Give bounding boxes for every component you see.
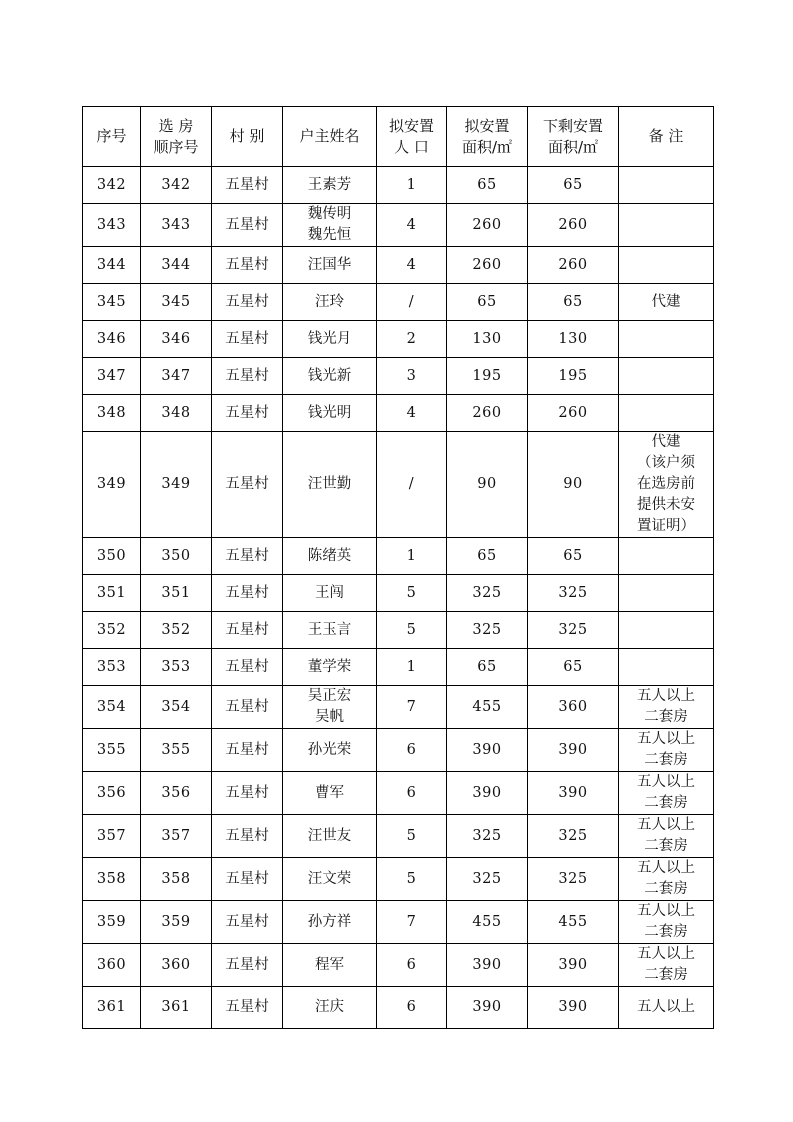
- cell-note-line: 提供未安: [637, 497, 695, 513]
- table-row: [83, 858, 714, 901]
- cell-seq: 349: [83, 432, 141, 538]
- cell-owner: [283, 167, 377, 204]
- column-header-line: 序号: [96, 127, 127, 145]
- cell-owner: [283, 321, 377, 358]
- cell-people: 6: [377, 987, 447, 1029]
- table-row: [83, 538, 714, 575]
- cell-order: 353: [141, 649, 212, 686]
- cell-remain: 65: [528, 284, 619, 321]
- cell-note: [619, 432, 714, 538]
- cell-remain: 195: [528, 358, 619, 395]
- cell-people: 4: [377, 247, 447, 284]
- cell-village: 五星村: [212, 815, 283, 858]
- table-row: [83, 901, 714, 944]
- cell-people: 6: [377, 772, 447, 815]
- cell-note: [619, 901, 714, 944]
- cell-village: 五星村: [212, 358, 283, 395]
- cell-people: 6: [377, 944, 447, 987]
- cell-note-line: 在选房前: [637, 476, 695, 492]
- cell-note-line: 五人以上: [637, 946, 695, 962]
- cell-seq: 345: [83, 284, 141, 321]
- cell-area: 390: [447, 772, 528, 815]
- cell-note-line: 代建: [651, 293, 681, 310]
- column-header-line: 拟安置: [388, 116, 434, 135]
- table-header-row: [83, 107, 714, 167]
- table-row: [83, 284, 714, 321]
- cell-remain: 390: [528, 944, 619, 987]
- cell-owner: [283, 432, 377, 538]
- table-body: [83, 167, 714, 1029]
- cell-area: 130: [447, 321, 528, 358]
- cell-owner-line: 王玉言: [307, 621, 352, 638]
- cell-owner-line: 吴帆: [315, 709, 344, 725]
- cell-order: 358: [141, 858, 212, 901]
- cell-seq: 348: [83, 395, 141, 432]
- cell-area: 455: [447, 901, 528, 944]
- cell-people: /: [377, 432, 447, 538]
- cell-note-line: 二套房: [644, 752, 688, 768]
- cell-note-line: 五人以上: [637, 817, 695, 833]
- column-header-line: 村 别: [229, 127, 265, 145]
- cell-village: 五星村: [212, 987, 283, 1029]
- cell-owner: [283, 858, 377, 901]
- cell-area: 65: [447, 538, 528, 575]
- cell-owner-line: 孙光荣: [307, 741, 352, 758]
- cell-note: [619, 167, 714, 204]
- cell-owner: [283, 204, 377, 247]
- cell-note: [619, 358, 714, 395]
- table-row: [83, 686, 714, 729]
- cell-remain: 325: [528, 575, 619, 612]
- cell-owner-line: 吴正宏: [307, 688, 352, 704]
- cell-area: 390: [447, 944, 528, 987]
- cell-note: [619, 395, 714, 432]
- cell-remain: 390: [528, 772, 619, 815]
- cell-village: 五星村: [212, 321, 283, 358]
- cell-owner-line: 董学荣: [307, 658, 352, 675]
- cell-remain: 65: [528, 538, 619, 575]
- cell-order: 360: [141, 944, 212, 987]
- cell-owner: [283, 284, 377, 321]
- cell-owner: [283, 901, 377, 944]
- cell-owner: [283, 944, 377, 987]
- cell-area: 65: [447, 284, 528, 321]
- cell-remain: 325: [528, 612, 619, 649]
- cell-area: 325: [447, 575, 528, 612]
- cell-order: 350: [141, 538, 212, 575]
- column-header-village: [212, 107, 283, 167]
- cell-remain: 325: [528, 815, 619, 858]
- column-header-line: 备 注: [648, 127, 684, 145]
- cell-note-line: 置证明）: [637, 518, 695, 534]
- cell-owner-line: 汪世友: [307, 827, 352, 844]
- cell-note: [619, 575, 714, 612]
- column-header-line: 顺序号: [153, 137, 199, 156]
- cell-village: 五星村: [212, 729, 283, 772]
- cell-note-line: 代建: [651, 434, 681, 450]
- cell-owner-line: 王素芳: [307, 176, 352, 193]
- column-header-area: [447, 107, 528, 167]
- cell-area: 260: [447, 204, 528, 247]
- cell-owner: [283, 772, 377, 815]
- column-header-remain: [528, 107, 619, 167]
- cell-remain: 260: [528, 247, 619, 284]
- cell-note-line: 二套房: [644, 838, 688, 854]
- cell-owner: [283, 686, 377, 729]
- cell-village: 五星村: [212, 901, 283, 944]
- cell-note: [619, 204, 714, 247]
- column-header-line: 人 口: [394, 137, 429, 156]
- cell-order: 355: [141, 729, 212, 772]
- resettlement-table: [82, 106, 714, 1029]
- cell-seq: 358: [83, 858, 141, 901]
- cell-people: 1: [377, 167, 447, 204]
- cell-seq: 355: [83, 729, 141, 772]
- cell-order: 342: [141, 167, 212, 204]
- cell-area: 390: [447, 729, 528, 772]
- cell-owner-line: 孙方祥: [307, 913, 352, 930]
- cell-remain: 360: [528, 686, 619, 729]
- cell-people: 2: [377, 321, 447, 358]
- cell-village: 五星村: [212, 612, 283, 649]
- cell-note: [619, 247, 714, 284]
- cell-note: [619, 686, 714, 729]
- cell-note: [619, 612, 714, 649]
- cell-seq: 344: [83, 247, 141, 284]
- cell-order: 357: [141, 815, 212, 858]
- cell-order: 359: [141, 901, 212, 944]
- cell-remain: 130: [528, 321, 619, 358]
- cell-order: 349: [141, 432, 212, 538]
- cell-owner-line: 汪玲: [315, 293, 344, 310]
- cell-owner-line: 王闯: [315, 584, 344, 601]
- cell-people: 5: [377, 575, 447, 612]
- cell-owner-line: 钱光明: [307, 404, 352, 421]
- cell-order: 351: [141, 575, 212, 612]
- cell-area: 260: [447, 395, 528, 432]
- cell-people: 1: [377, 538, 447, 575]
- cell-note-line: 五人以上: [637, 774, 695, 790]
- cell-owner: [283, 358, 377, 395]
- cell-village: 五星村: [212, 167, 283, 204]
- cell-note-line: 二套房: [644, 967, 688, 983]
- cell-note: [619, 858, 714, 901]
- cell-seq: 346: [83, 321, 141, 358]
- cell-remain: 65: [528, 167, 619, 204]
- cell-village: 五星村: [212, 284, 283, 321]
- column-header-line: 拟安置: [464, 116, 510, 135]
- cell-remain: 90: [528, 432, 619, 538]
- cell-people: 7: [377, 686, 447, 729]
- cell-owner-line: 曹军: [315, 784, 344, 801]
- cell-area: 325: [447, 858, 528, 901]
- table-row: [83, 575, 714, 612]
- cell-note: [619, 772, 714, 815]
- cell-owner: [283, 729, 377, 772]
- table-row: [83, 729, 714, 772]
- cell-note: [619, 284, 714, 321]
- cell-owner-line: 汪国华: [307, 256, 352, 273]
- table-row: [83, 167, 714, 204]
- cell-note-line: 二套房: [644, 795, 688, 811]
- cell-village: 五星村: [212, 247, 283, 284]
- cell-order: 344: [141, 247, 212, 284]
- cell-remain: 390: [528, 987, 619, 1029]
- table-row: [83, 649, 714, 686]
- cell-note: [619, 815, 714, 858]
- cell-seq: 350: [83, 538, 141, 575]
- column-header-line: 选 房: [158, 116, 194, 135]
- cell-note-line: 五人以上: [637, 731, 695, 747]
- cell-village: 五星村: [212, 686, 283, 729]
- cell-note: [619, 538, 714, 575]
- cell-order: 348: [141, 395, 212, 432]
- cell-note: [619, 649, 714, 686]
- cell-area: 325: [447, 815, 528, 858]
- cell-people: 3: [377, 358, 447, 395]
- cell-village: 五星村: [212, 772, 283, 815]
- cell-seq: 342: [83, 167, 141, 204]
- cell-seq: 351: [83, 575, 141, 612]
- cell-note-line: 二套房: [644, 881, 688, 897]
- column-header-people: [377, 107, 447, 167]
- cell-seq: 347: [83, 358, 141, 395]
- column-header-note: [619, 107, 714, 167]
- table-row: [83, 321, 714, 358]
- table-row: [83, 432, 714, 538]
- cell-area: 390: [447, 987, 528, 1029]
- cell-area: 195: [447, 358, 528, 395]
- cell-people: 5: [377, 815, 447, 858]
- cell-seq: 353: [83, 649, 141, 686]
- table-row: [83, 772, 714, 815]
- cell-village: 五星村: [212, 649, 283, 686]
- cell-remain: 455: [528, 901, 619, 944]
- cell-seq: 361: [83, 987, 141, 1029]
- column-header-line: 户主姓名: [299, 127, 360, 145]
- cell-seq: 352: [83, 612, 141, 649]
- cell-village: 五星村: [212, 395, 283, 432]
- cell-order: 347: [141, 358, 212, 395]
- cell-area: 65: [447, 649, 528, 686]
- cell-owner-line: 钱光新: [307, 367, 352, 384]
- cell-owner: [283, 649, 377, 686]
- cell-order: 361: [141, 987, 212, 1029]
- table-row: [83, 204, 714, 247]
- cell-seq: 356: [83, 772, 141, 815]
- cell-owner: [283, 815, 377, 858]
- column-header-line: 下剩安置: [542, 116, 603, 135]
- cell-area: 65: [447, 167, 528, 204]
- column-header-line: 面积/㎡: [461, 137, 513, 156]
- cell-note: [619, 944, 714, 987]
- cell-remain: 390: [528, 729, 619, 772]
- cell-owner-line: 陈绪英: [307, 547, 352, 564]
- column-header-seq: [83, 107, 141, 167]
- cell-note: [619, 321, 714, 358]
- cell-owner: [283, 987, 377, 1029]
- cell-village: 五星村: [212, 204, 283, 247]
- column-header-line: 面积/㎡: [547, 137, 599, 156]
- cell-people: 6: [377, 729, 447, 772]
- cell-village: 五星村: [212, 432, 283, 538]
- cell-village: 五星村: [212, 538, 283, 575]
- cell-note: [619, 729, 714, 772]
- cell-remain: 325: [528, 858, 619, 901]
- cell-note-line: 五人以上: [637, 860, 695, 876]
- cell-remain: 65: [528, 649, 619, 686]
- cell-owner-line: 魏传明: [307, 206, 352, 222]
- cell-owner-line: 汪庆: [315, 999, 344, 1015]
- cell-remain: 260: [528, 395, 619, 432]
- table-row: [83, 358, 714, 395]
- cell-order: 343: [141, 204, 212, 247]
- column-header-order: [141, 107, 212, 167]
- table-row: [83, 612, 714, 649]
- cell-area: 90: [447, 432, 528, 538]
- cell-village: 五星村: [212, 858, 283, 901]
- table-row: [83, 815, 714, 858]
- table-row: [83, 247, 714, 284]
- cell-owner: [283, 575, 377, 612]
- cell-owner: [283, 612, 377, 649]
- cell-owner-line: 钱光月: [307, 330, 352, 347]
- cell-note-line: 五人以上: [637, 688, 695, 704]
- cell-note-line: 五人以上: [637, 903, 695, 919]
- cell-remain: 260: [528, 204, 619, 247]
- cell-seq: 359: [83, 901, 141, 944]
- cell-owner-line: 汪世勤: [307, 476, 352, 492]
- cell-people: 7: [377, 901, 447, 944]
- cell-seq: 357: [83, 815, 141, 858]
- cell-note-line: 五人以上: [637, 999, 695, 1015]
- cell-people: 1: [377, 649, 447, 686]
- cell-people: 4: [377, 204, 447, 247]
- cell-owner: [283, 538, 377, 575]
- cell-area: 325: [447, 612, 528, 649]
- cell-note-line: （该户须: [637, 455, 695, 471]
- cell-seq: 354: [83, 686, 141, 729]
- cell-owner: [283, 395, 377, 432]
- cell-owner-line: 汪文荣: [307, 870, 352, 887]
- cell-owner-line: 魏先恒: [307, 227, 352, 243]
- cell-order: 356: [141, 772, 212, 815]
- cell-order: 346: [141, 321, 212, 358]
- cell-note-line: 二套房: [644, 924, 688, 940]
- table-row: [83, 944, 714, 987]
- cell-owner: [283, 247, 377, 284]
- cell-order: 352: [141, 612, 212, 649]
- cell-note: [619, 987, 714, 1029]
- cell-people: 5: [377, 858, 447, 901]
- cell-note-line: 二套房: [644, 709, 688, 725]
- cell-people: 4: [377, 395, 447, 432]
- cell-village: 五星村: [212, 944, 283, 987]
- cell-owner-line: 程军: [315, 956, 344, 973]
- cell-people: 5: [377, 612, 447, 649]
- cell-order: 354: [141, 686, 212, 729]
- cell-area: 455: [447, 686, 528, 729]
- cell-seq: 360: [83, 944, 141, 987]
- table-row: [83, 395, 714, 432]
- cell-order: 345: [141, 284, 212, 321]
- column-header-owner: [283, 107, 377, 167]
- cell-area: 260: [447, 247, 528, 284]
- cell-seq: 343: [83, 204, 141, 247]
- cell-village: 五星村: [212, 575, 283, 612]
- table-row: [83, 987, 714, 1029]
- cell-people: /: [377, 284, 447, 321]
